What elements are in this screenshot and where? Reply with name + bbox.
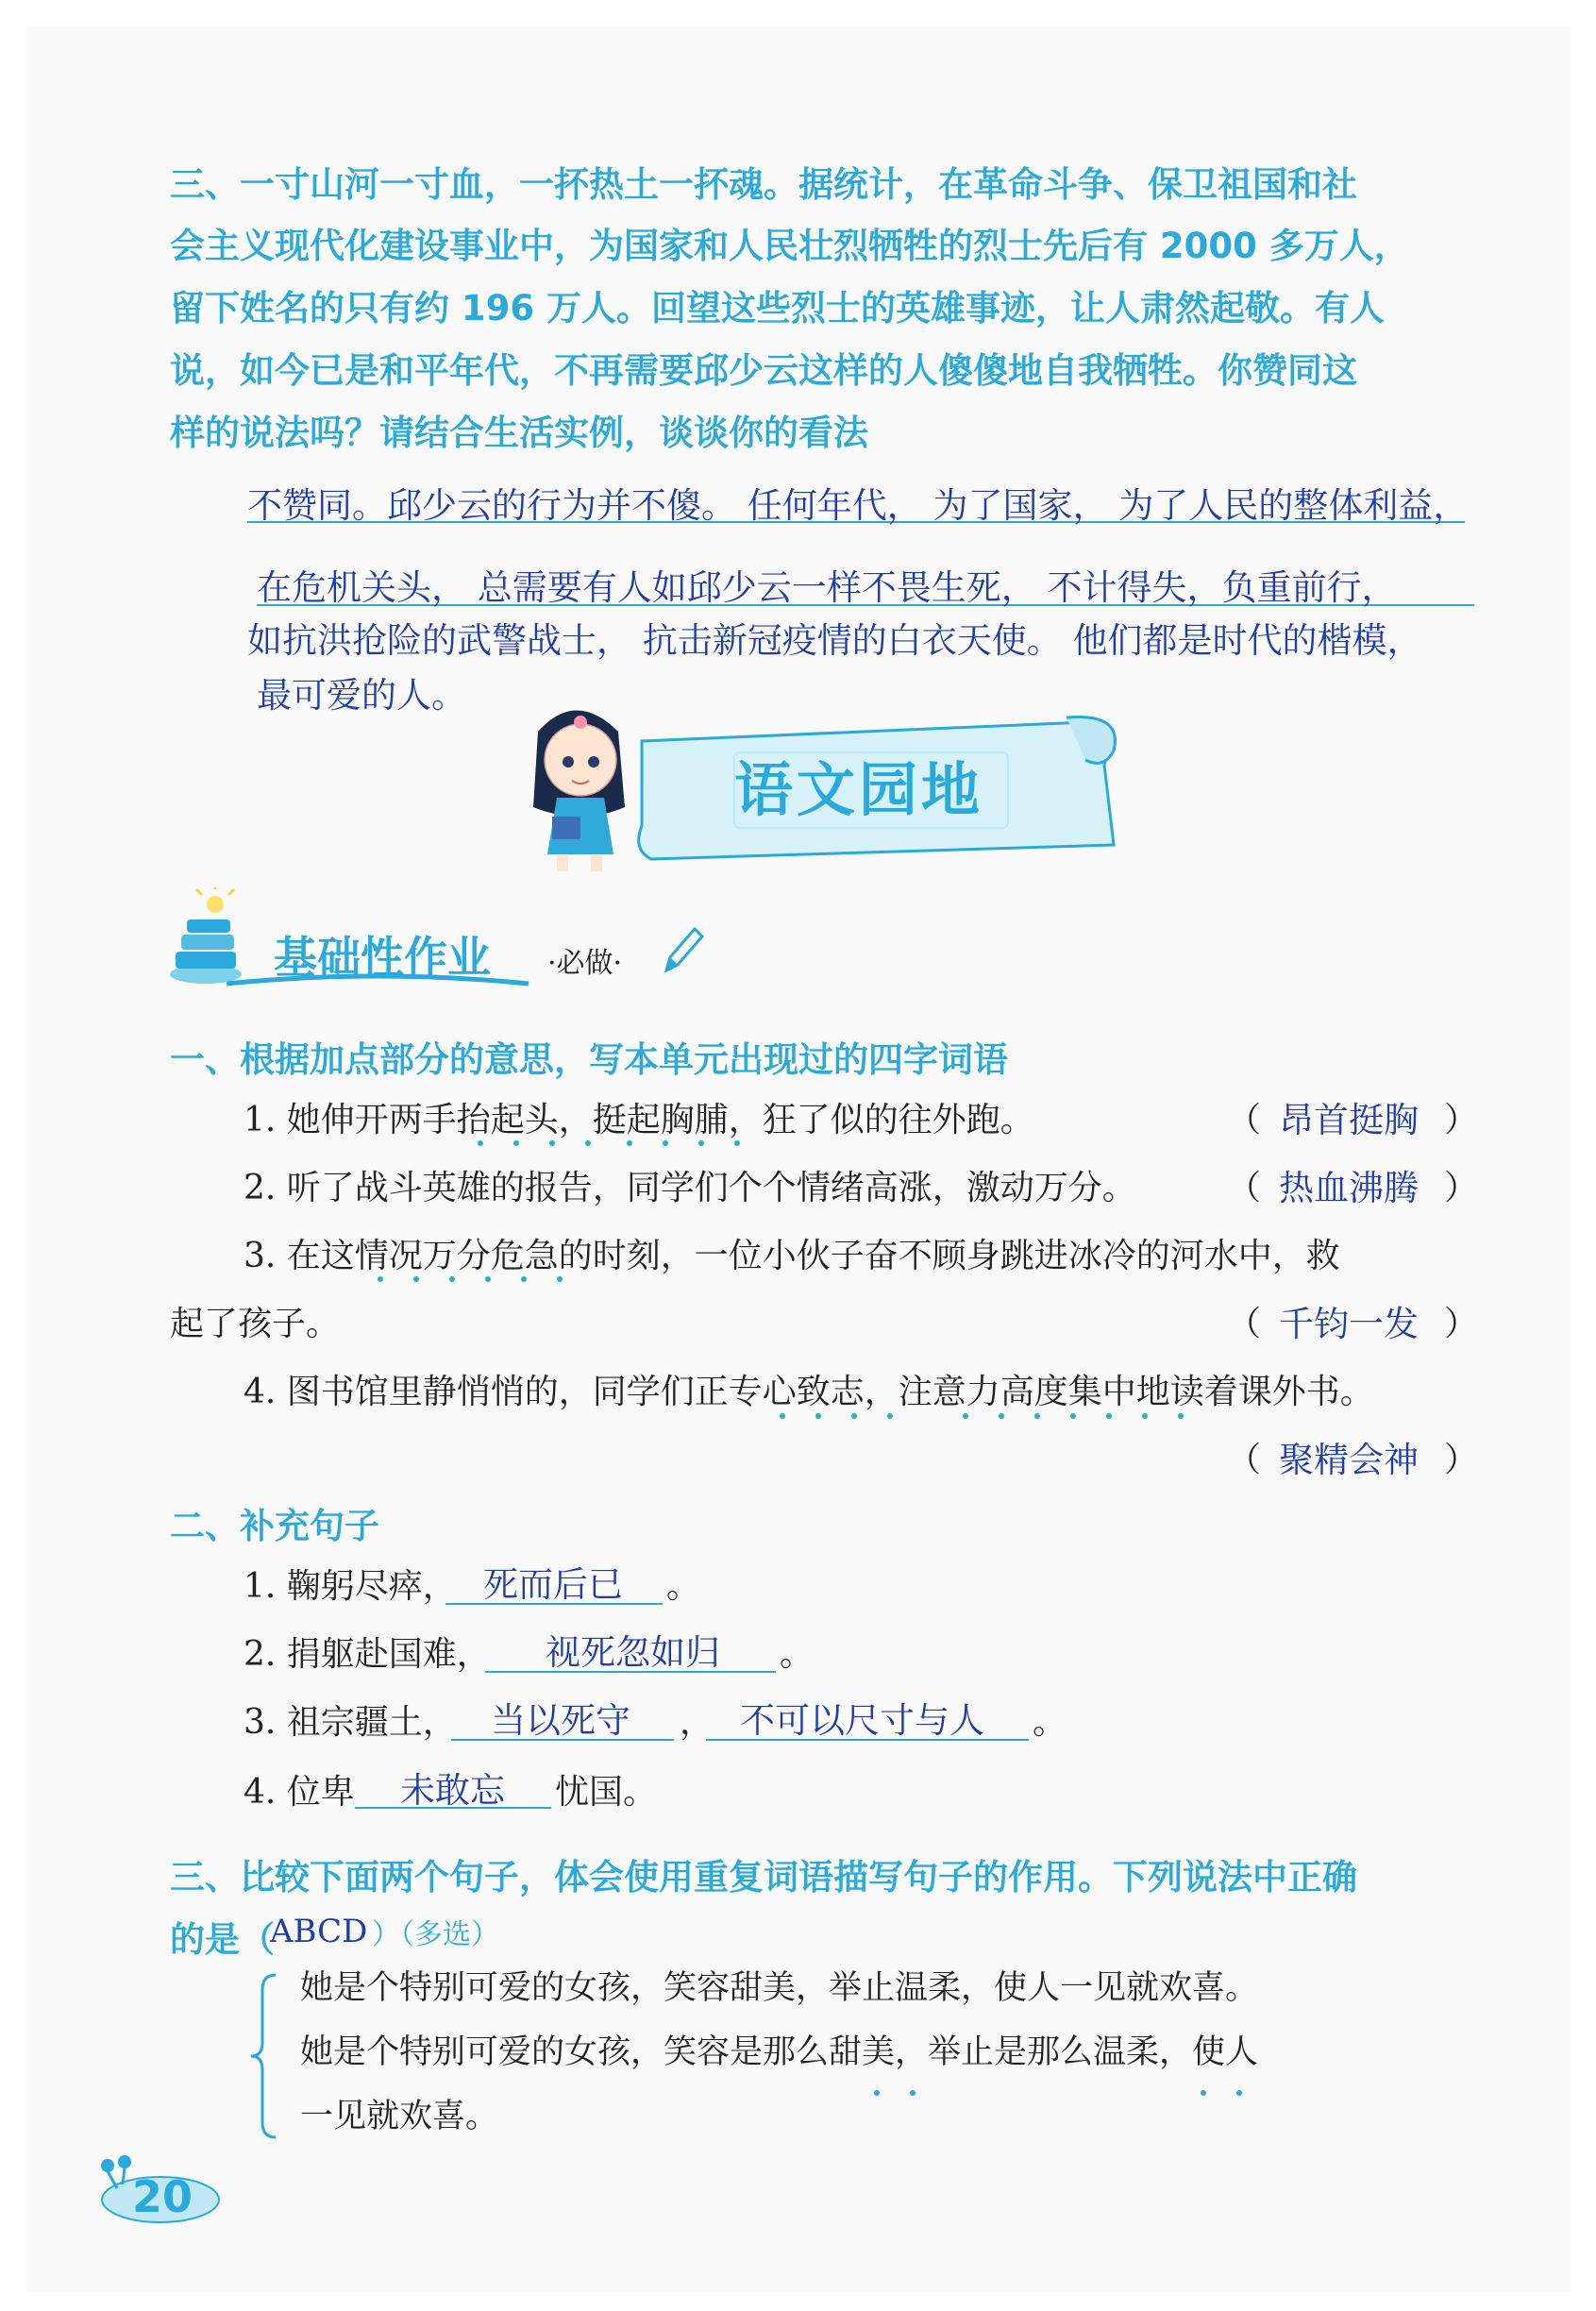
- s4-prefix: 4. 位卑: [244, 1773, 355, 1812]
- question-line: 说，如今已是和平年代，不再需要邱少云这样的人傻傻地自我牺牲。你赞同这: [170, 350, 1357, 391]
- sentence-2-cont: 一见就欢喜。: [300, 2098, 499, 2135]
- q4-answer: 聚精会神: [1279, 1440, 1419, 1480]
- emphasis-dots: [963, 1413, 1208, 1419]
- s3-suffix: 。: [1033, 1703, 1067, 1742]
- question-line: 三、一寸山河一寸血，一抔热土一抔魂。据统计，在革命斗争、保卫祖国和社: [170, 164, 1357, 205]
- part2-heading: 二、补充句子: [170, 1506, 379, 1546]
- answer-paren-open: （: [1227, 1305, 1262, 1343]
- answer-paren-close: ）: [1444, 1101, 1479, 1139]
- question-line: 样的说法吗？请结合生活实例，谈谈你的看法: [170, 413, 868, 453]
- s3-answer2: 不可以尺寸与人: [740, 1700, 984, 1741]
- emphasis-dots: [627, 1140, 778, 1146]
- answer-paren-open: （: [1227, 1169, 1262, 1207]
- answer-paren-open: （: [1227, 1101, 1262, 1139]
- answer-paren-close: ）: [1444, 1441, 1479, 1479]
- emphasis-dots: [378, 1276, 585, 1282]
- banner-title: 语文园地: [734, 755, 984, 824]
- part3-answer: ABCD: [270, 1913, 368, 1950]
- pencil-icon: [659, 921, 706, 978]
- q3-text-cont: 起了孩子。: [170, 1305, 341, 1343]
- s4-answer: 未敢忘: [400, 1770, 505, 1811]
- answer-paren-close: ）: [1444, 1169, 1479, 1207]
- page-number: 20: [132, 2171, 193, 2222]
- sentence-2: 她是个特别可爱的女孩，笑容是那么甜美，举止是那么温柔，使人: [300, 2033, 1259, 2071]
- s2-answer: 视死忽如归: [546, 1632, 720, 1673]
- s2-prefix: 2. 捐躯赴国难，: [244, 1635, 491, 1674]
- girl-icon: [533, 711, 625, 872]
- answer-line: 不赞同。邱少云的行为并不傻。 任何年代， 为了国家， 为了人民的整体利益，: [247, 485, 1469, 526]
- question-line: 会主义现代化建设事业中，为国家和人民壮烈牺牲的烈士先后有 2000 多万人，: [170, 226, 1409, 266]
- s2-suffix: 。: [780, 1635, 815, 1674]
- s3-mid: ，: [680, 1703, 714, 1742]
- s1-suffix: 。: [666, 1567, 701, 1606]
- answer-line: 最可爱的人。: [257, 675, 466, 716]
- part3-heading: 三、比较下面两个句子，体会使用重复词语描写句子的作用。下列说法中正确: [170, 1857, 1357, 1898]
- q1-answer: 昂首挺胸: [1279, 1100, 1419, 1140]
- emphasis-dots: [874, 2090, 931, 2096]
- q4-text: 4. 图书馆里静悄悄的，同学们正专心致志，注意力高度集中地读着课外书。: [244, 1373, 1374, 1411]
- part3-heading-cont: 的是（: [170, 1919, 275, 1960]
- homework-tag: ·必做·: [547, 947, 623, 980]
- s3-answer1: 当以死守: [491, 1700, 630, 1741]
- emphasis-dots: [1201, 2090, 1257, 2096]
- emphasis-dots: [478, 1140, 629, 1146]
- q3-text: 3. 在这情况万分危急的时刻，一位小伙子奋不顾身跳进冰冷的河水中，救: [244, 1237, 1340, 1275]
- answer-paren-open: （: [1227, 1441, 1262, 1479]
- emphasis-dots: [780, 1413, 931, 1419]
- s3-prefix: 3. 祖宗疆土，: [244, 1703, 457, 1742]
- q2-text: 2. 听了战斗英雄的报告，同学们个个情绪高涨，激动万分。: [244, 1169, 1136, 1207]
- sentence-1: 她是个特别可爱的女孩，笑容甜美，举止温柔，使人一见就欢喜。: [300, 1969, 1259, 2007]
- part3-multi-tag: ）（多选）: [372, 1918, 499, 1951]
- question-line: 留下姓名的只有约 196 万人。回望这些烈士的英雄事迹，让人肃然起敬。有人: [170, 288, 1385, 329]
- answer-line: 如抗洪抢险的武警战士， 抗击新冠疫情的白衣天使。 他们都是时代的楷模，: [247, 620, 1422, 661]
- s1-answer: 死而后已: [483, 1564, 623, 1605]
- q2-answer: 热血沸腾: [1279, 1168, 1419, 1208]
- q1-text: 1. 她伸开两手抬起头，挺起胸脯，狂了似的往外跑。: [244, 1101, 1034, 1139]
- s4-suffix: 忧国。: [555, 1773, 658, 1812]
- s1-prefix: 1. 鞠躬尽瘁，: [244, 1567, 457, 1606]
- brace-icon: [247, 1971, 285, 2141]
- q3-answer: 千钧一发: [1279, 1304, 1419, 1344]
- answer-paren-close: ）: [1444, 1305, 1479, 1343]
- answer-line: 在危机关头， 总需要有人如邱少云一样不畏生死， 不计得失，负重前行，: [257, 567, 1397, 608]
- part1-heading: 一、根据加点部分的意思，写本单元出现过的四字词语: [170, 1039, 1008, 1080]
- homework-title: 基础性作业: [274, 932, 491, 983]
